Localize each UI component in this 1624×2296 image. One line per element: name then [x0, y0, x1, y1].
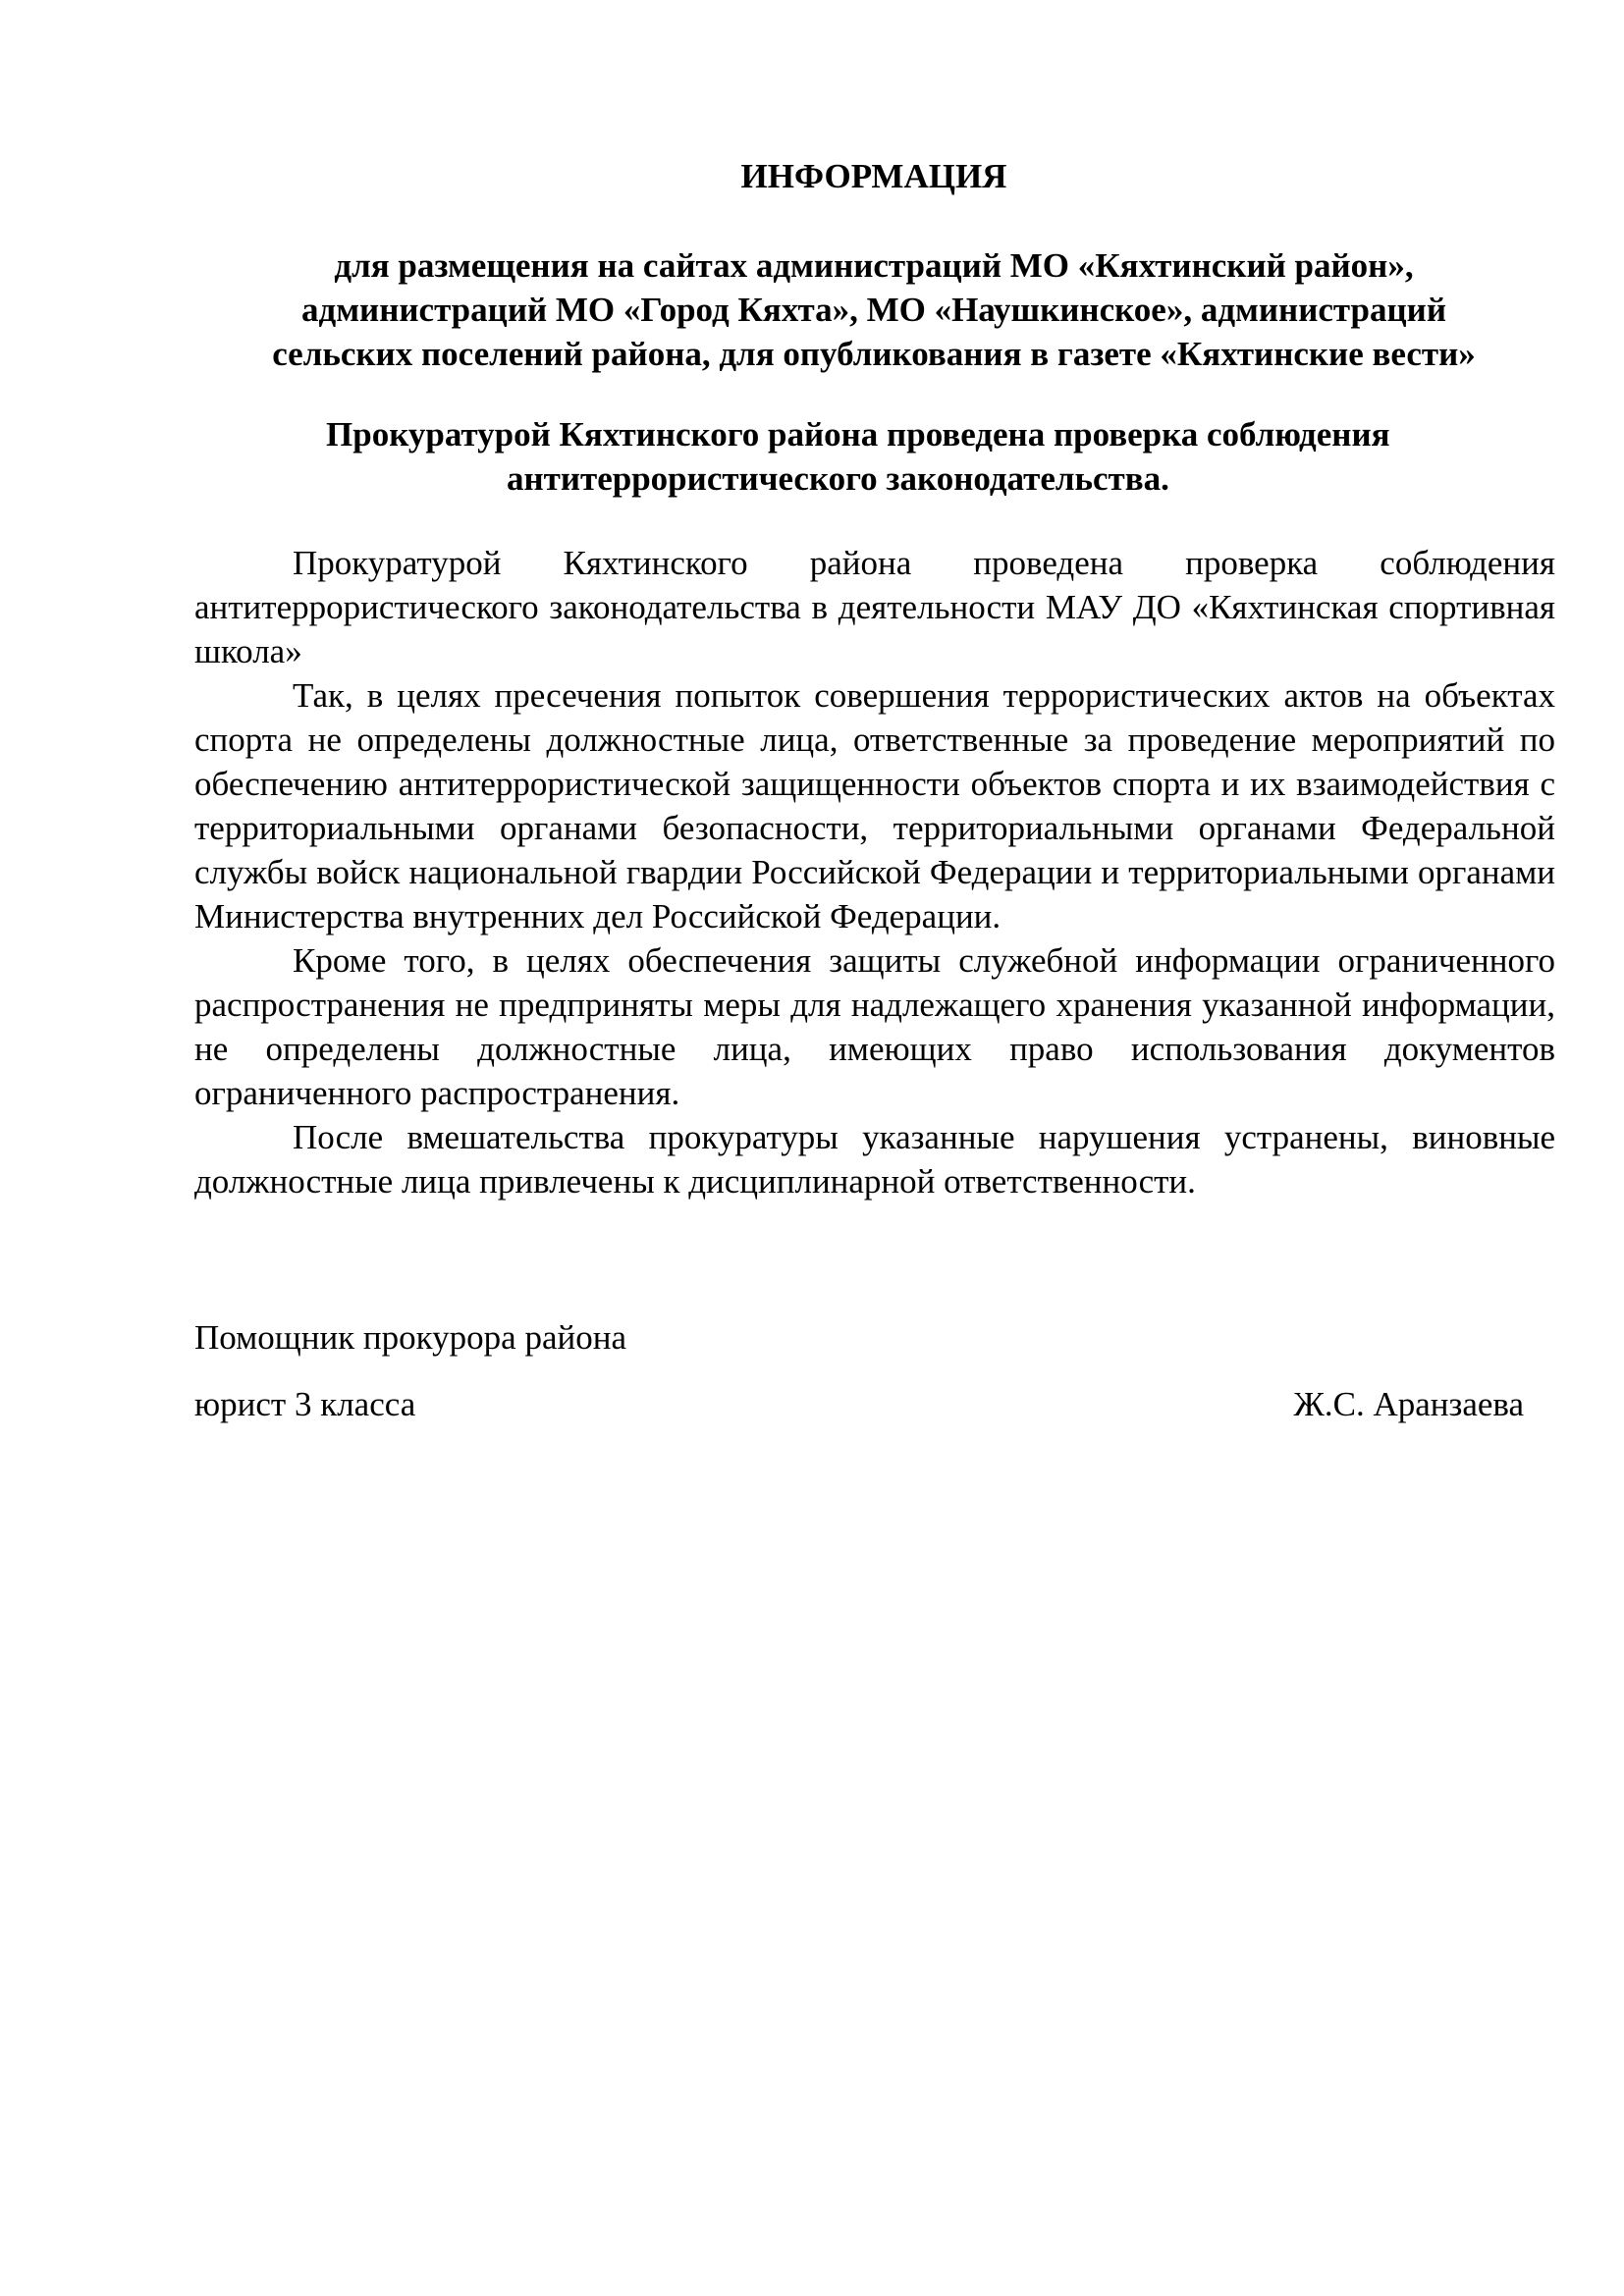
body-paragraph: После вмешательства прокуратуры указанные нарушения устранены, виновные должностные лица привлечены к дисциплинарной ответственности. — [194, 1118, 1555, 1201]
signatory-rank: юрист 3 класса — [194, 1385, 416, 1423]
signature-line — [194, 1382, 1524, 1426]
signatory-name: Ж.С. Аранзаева — [1293, 1385, 1524, 1423]
document-body — [194, 541, 1555, 1203]
document-subtitle — [192, 243, 1555, 376]
body-paragraph: Так, в целях пресечения попыток совершения террористических актов на объектах спорта не определены должностные лица, ответственные за проведение мероприятий по обеспечению антитеррористической защищенности объектов спорта и их взаимодействия с территориальными органами безопасности, территориальными органами Федеральной службы войск национальной гвардии Российской Федерации и территориальными органами Министерства внутренних дел Российской Федерации. — [194, 676, 1555, 935]
subtitle-line: сельских поселений района, для опубликования в газете «Кяхтинские вести» — [272, 335, 1476, 373]
body-paragraph: Прокуратурой Кяхтинского района проведена проверка соблюдения антитеррористического законодательства в деятельности МАУ ДО «Кяхтинская спортивная школа» — [194, 544, 1555, 670]
document-title: ИНФОРМАЦИЯ — [740, 157, 1007, 195]
heading-line: антитеррористического законодательства. — [507, 459, 1169, 498]
subtitle-line: для размещения на сайтах администраций МО «Кяхтинский район», — [334, 246, 1414, 285]
subtitle-line: администраций МО «Город Кяхта», МО «Наушкинское», администраций — [300, 291, 1447, 329]
heading-line: Прокуратурой Кяхтинского района проведена проверка соблюдения — [326, 415, 1390, 454]
body-paragraph: Кроме того, в целях обеспечения защиты служебной информации ограниченного распространения не предприняты меры для надлежащего хранения указанной информации, не определены должностные лица, имеющих право использования документов ограниченного распространения. — [194, 941, 1555, 1112]
signature-block — [194, 1315, 1524, 1426]
signatory-position: Помощник прокурора района — [194, 1318, 626, 1357]
